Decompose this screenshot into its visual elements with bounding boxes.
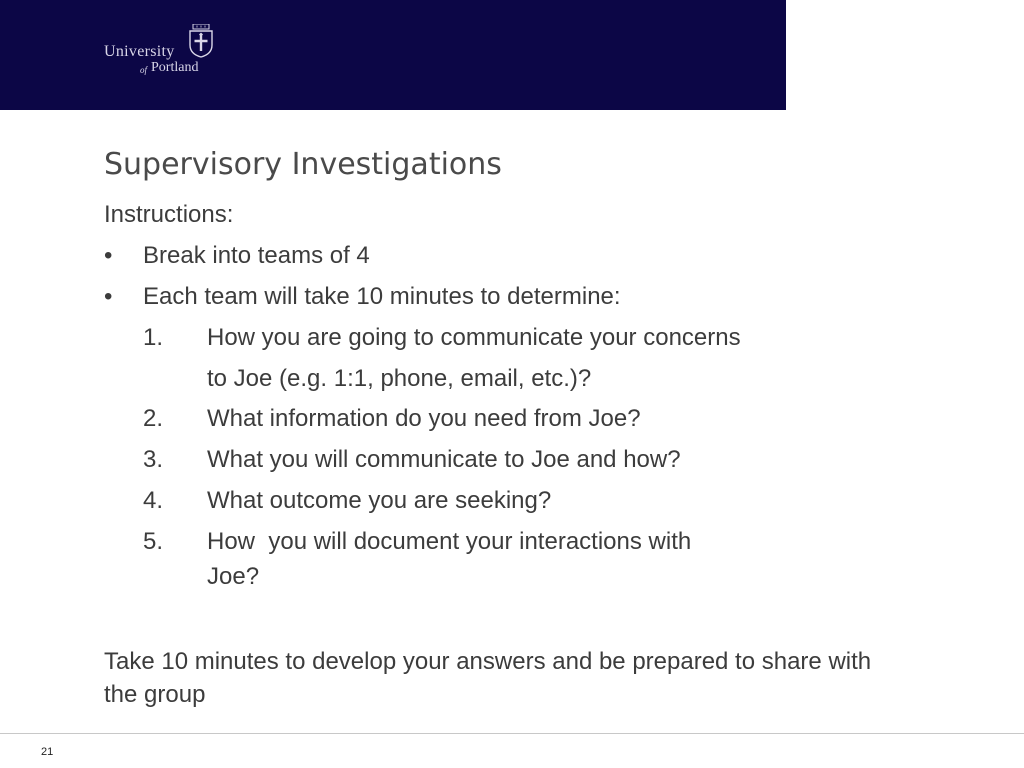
item-text-line: Joe? — [207, 563, 260, 590]
item-text-line: How you will document your interactions with — [207, 528, 692, 555]
slide-number: 21 — [41, 746, 54, 758]
university-logo — [104, 24, 234, 82]
university-seal-icon — [188, 24, 214, 58]
bullet-mark: • — [104, 283, 113, 310]
item-text-line: What you will communicate to Joe and how? — [207, 446, 681, 473]
closing-note: Take 10 minutes to develop your answers and be prepared to share with the group — [104, 648, 872, 708]
item-text-line: to Joe (e.g. 1:1, phone, email, etc.)? — [207, 365, 592, 392]
slide-title: Supervisory Investigations — [104, 147, 502, 182]
logo-word-portland: Portland — [151, 60, 199, 75]
logo-word-of: of — [140, 65, 148, 75]
item-number: 3. — [143, 446, 164, 473]
footer-divider — [0, 733, 1024, 734]
header-band — [0, 0, 786, 110]
item-number: 4. — [143, 487, 164, 514]
bullet-mark: • — [104, 242, 113, 269]
logo-word-university: University — [104, 43, 175, 60]
item-number: 1. — [143, 324, 164, 351]
item-text-line: What information do you need from Joe? — [207, 405, 641, 432]
item-number: 2. — [143, 405, 164, 432]
item-text-line: What outcome you are seeking? — [207, 487, 552, 514]
item-text-line: How you are going to communicate your concerns — [207, 324, 741, 351]
item-number: 5. — [143, 528, 164, 555]
bullet-text: Each team will take 10 minutes to determine: — [143, 283, 621, 310]
instructions-heading: Instructions: — [104, 201, 234, 228]
bullet-text: Break into teams of 4 — [143, 242, 370, 269]
